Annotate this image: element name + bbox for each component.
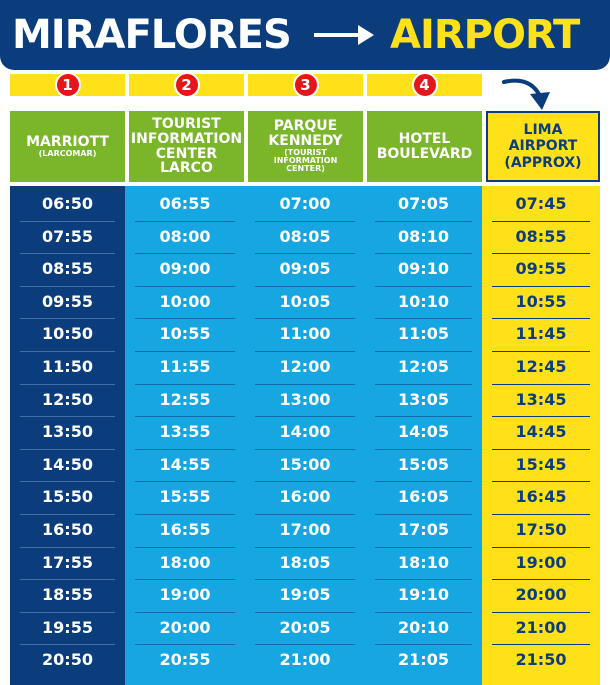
- title-banner: [0, 0, 610, 70]
- time-cell: 08:55: [42, 259, 93, 279]
- time-cell: 19:00: [159, 585, 211, 605]
- time-cell: 17:55: [42, 552, 93, 572]
- stop-subtitle: (TOURIST INFORMATION CENTER): [273, 147, 338, 174]
- time-cell: 10:55: [159, 324, 211, 344]
- time-cell: 07:45: [515, 194, 567, 213]
- right-arrow-icon: [312, 22, 376, 48]
- stop-name: HOTEL BOULEVARD: [376, 130, 473, 162]
- time-cell: 20:05: [279, 617, 331, 637]
- time-cell: 10:05: [279, 291, 331, 311]
- time-cell: 17:05: [398, 520, 449, 539]
- time-cell: 19:00: [515, 552, 567, 572]
- time-cell: 14:00: [279, 422, 331, 442]
- time-cell: 19:10: [398, 585, 449, 605]
- time-cell: 16:05: [398, 487, 449, 507]
- time-cell: 19:05: [279, 585, 331, 605]
- time-cell: 13:50: [42, 422, 93, 442]
- time-cell: 09:05: [279, 259, 331, 279]
- stop-header-3: [248, 111, 363, 182]
- stop-name: TOURIST INFORMATION CENTER LARCO: [130, 116, 243, 177]
- time-cell: 16:55: [159, 520, 211, 539]
- time-cell: 16:50: [42, 520, 93, 539]
- time-cell: 15:05: [398, 454, 449, 474]
- stop-header-4: [367, 111, 482, 182]
- schedule-column-1: [10, 186, 125, 685]
- stop-number-badge: 2: [174, 72, 200, 98]
- time-cell: 09:55: [515, 259, 567, 279]
- time-cell: 20:55: [159, 650, 211, 670]
- title-origin: MIRAFLORES: [12, 12, 291, 58]
- time-cell: 15:00: [279, 454, 331, 474]
- time-cell: 07:00: [279, 194, 331, 213]
- stop-number-badge: 3: [293, 72, 319, 98]
- time-cell: 15:55: [159, 487, 211, 507]
- time-cell: 19:55: [42, 617, 93, 637]
- stop-number-bar-4: [367, 74, 482, 96]
- time-cell: 18:05: [279, 552, 331, 572]
- time-cell: 09:10: [398, 259, 449, 279]
- stop-name: PARQUE KENNEDY: [268, 118, 343, 149]
- stop-header-1: [10, 111, 125, 182]
- time-cell: 12:55: [159, 389, 211, 409]
- time-cell: 18:10: [398, 552, 449, 572]
- time-cell: 09:55: [42, 291, 93, 311]
- time-cell: 12:50: [42, 389, 93, 409]
- time-cell: 20:10: [398, 617, 449, 637]
- time-cell: 10:55: [515, 291, 567, 311]
- time-cell: 11:55: [159, 357, 211, 376]
- time-cell: 20:50: [42, 650, 93, 670]
- title-destination: AIRPORT: [390, 12, 580, 58]
- schedule-column-airport: [482, 186, 600, 685]
- time-cell: 20:00: [159, 617, 211, 637]
- time-cell: 11:50: [42, 357, 93, 376]
- time-cell: 16:45: [515, 487, 567, 507]
- stop-number-bar-2: [129, 74, 244, 96]
- time-cell: 12:00: [279, 357, 331, 376]
- time-cell: 21:00: [515, 617, 567, 637]
- time-cell: 21:00: [279, 650, 331, 670]
- time-cell: 13:55: [159, 422, 211, 442]
- stop-subtitle: (LARCOMAR): [38, 148, 97, 158]
- time-cell: 14:45: [515, 422, 567, 442]
- time-cell: 11:00: [279, 324, 331, 344]
- time-cell: 13:05: [398, 389, 449, 409]
- time-cell: 14:50: [42, 454, 93, 474]
- schedule-column-3: [245, 186, 365, 685]
- time-cell: 17:00: [279, 520, 331, 539]
- time-cell: 18:00: [159, 552, 211, 572]
- time-cell: 11:45: [515, 324, 567, 344]
- curved-down-arrow-icon: [496, 74, 556, 114]
- stop-number-badge: 4: [412, 72, 438, 98]
- stop-header-airport: [486, 111, 600, 182]
- time-cell: 13:45: [515, 389, 567, 409]
- time-cell: 10:50: [42, 324, 93, 344]
- time-cell: 15:50: [42, 487, 93, 507]
- stop-name: MARRIOTT: [26, 133, 109, 150]
- time-cell: 07:05: [398, 194, 449, 213]
- time-cell: 13:00: [279, 389, 331, 409]
- time-cell: 12:05: [398, 357, 449, 376]
- time-cell: 17:50: [515, 520, 567, 539]
- stop-number-badge: 1: [55, 72, 81, 98]
- time-cell: 16:00: [279, 487, 331, 507]
- time-cell: 06:55: [159, 194, 211, 213]
- time-cell: 08:55: [515, 226, 567, 246]
- time-cell: 12:45: [515, 357, 567, 376]
- time-cell: 14:05: [398, 422, 449, 442]
- time-cell: 09:00: [159, 259, 211, 279]
- time-cell: 06:50: [42, 194, 93, 213]
- schedule-column-4: [365, 186, 482, 685]
- stop-header-2: [129, 111, 244, 182]
- time-cell: 15:45: [515, 454, 567, 474]
- time-cell: 14:55: [159, 454, 211, 474]
- time-cell: 10:00: [159, 291, 211, 311]
- time-cell: 07:55: [42, 226, 93, 246]
- stop-number-bar-1: [10, 74, 125, 96]
- stop-name: LIMA AIRPORT (APPROX): [504, 122, 582, 171]
- time-cell: 10:10: [398, 291, 449, 311]
- time-cell: 08:10: [398, 226, 449, 246]
- time-cell: 11:05: [398, 324, 449, 344]
- time-cell: 08:00: [159, 226, 211, 246]
- stop-number-bar-3: [248, 74, 363, 96]
- time-cell: 21:05: [398, 650, 449, 670]
- time-cell: 08:05: [279, 226, 331, 246]
- time-cell: 18:55: [42, 585, 93, 605]
- schedule-column-2: [125, 186, 245, 685]
- time-cell: 20:00: [515, 585, 567, 605]
- time-cell: 21:50: [515, 650, 567, 670]
